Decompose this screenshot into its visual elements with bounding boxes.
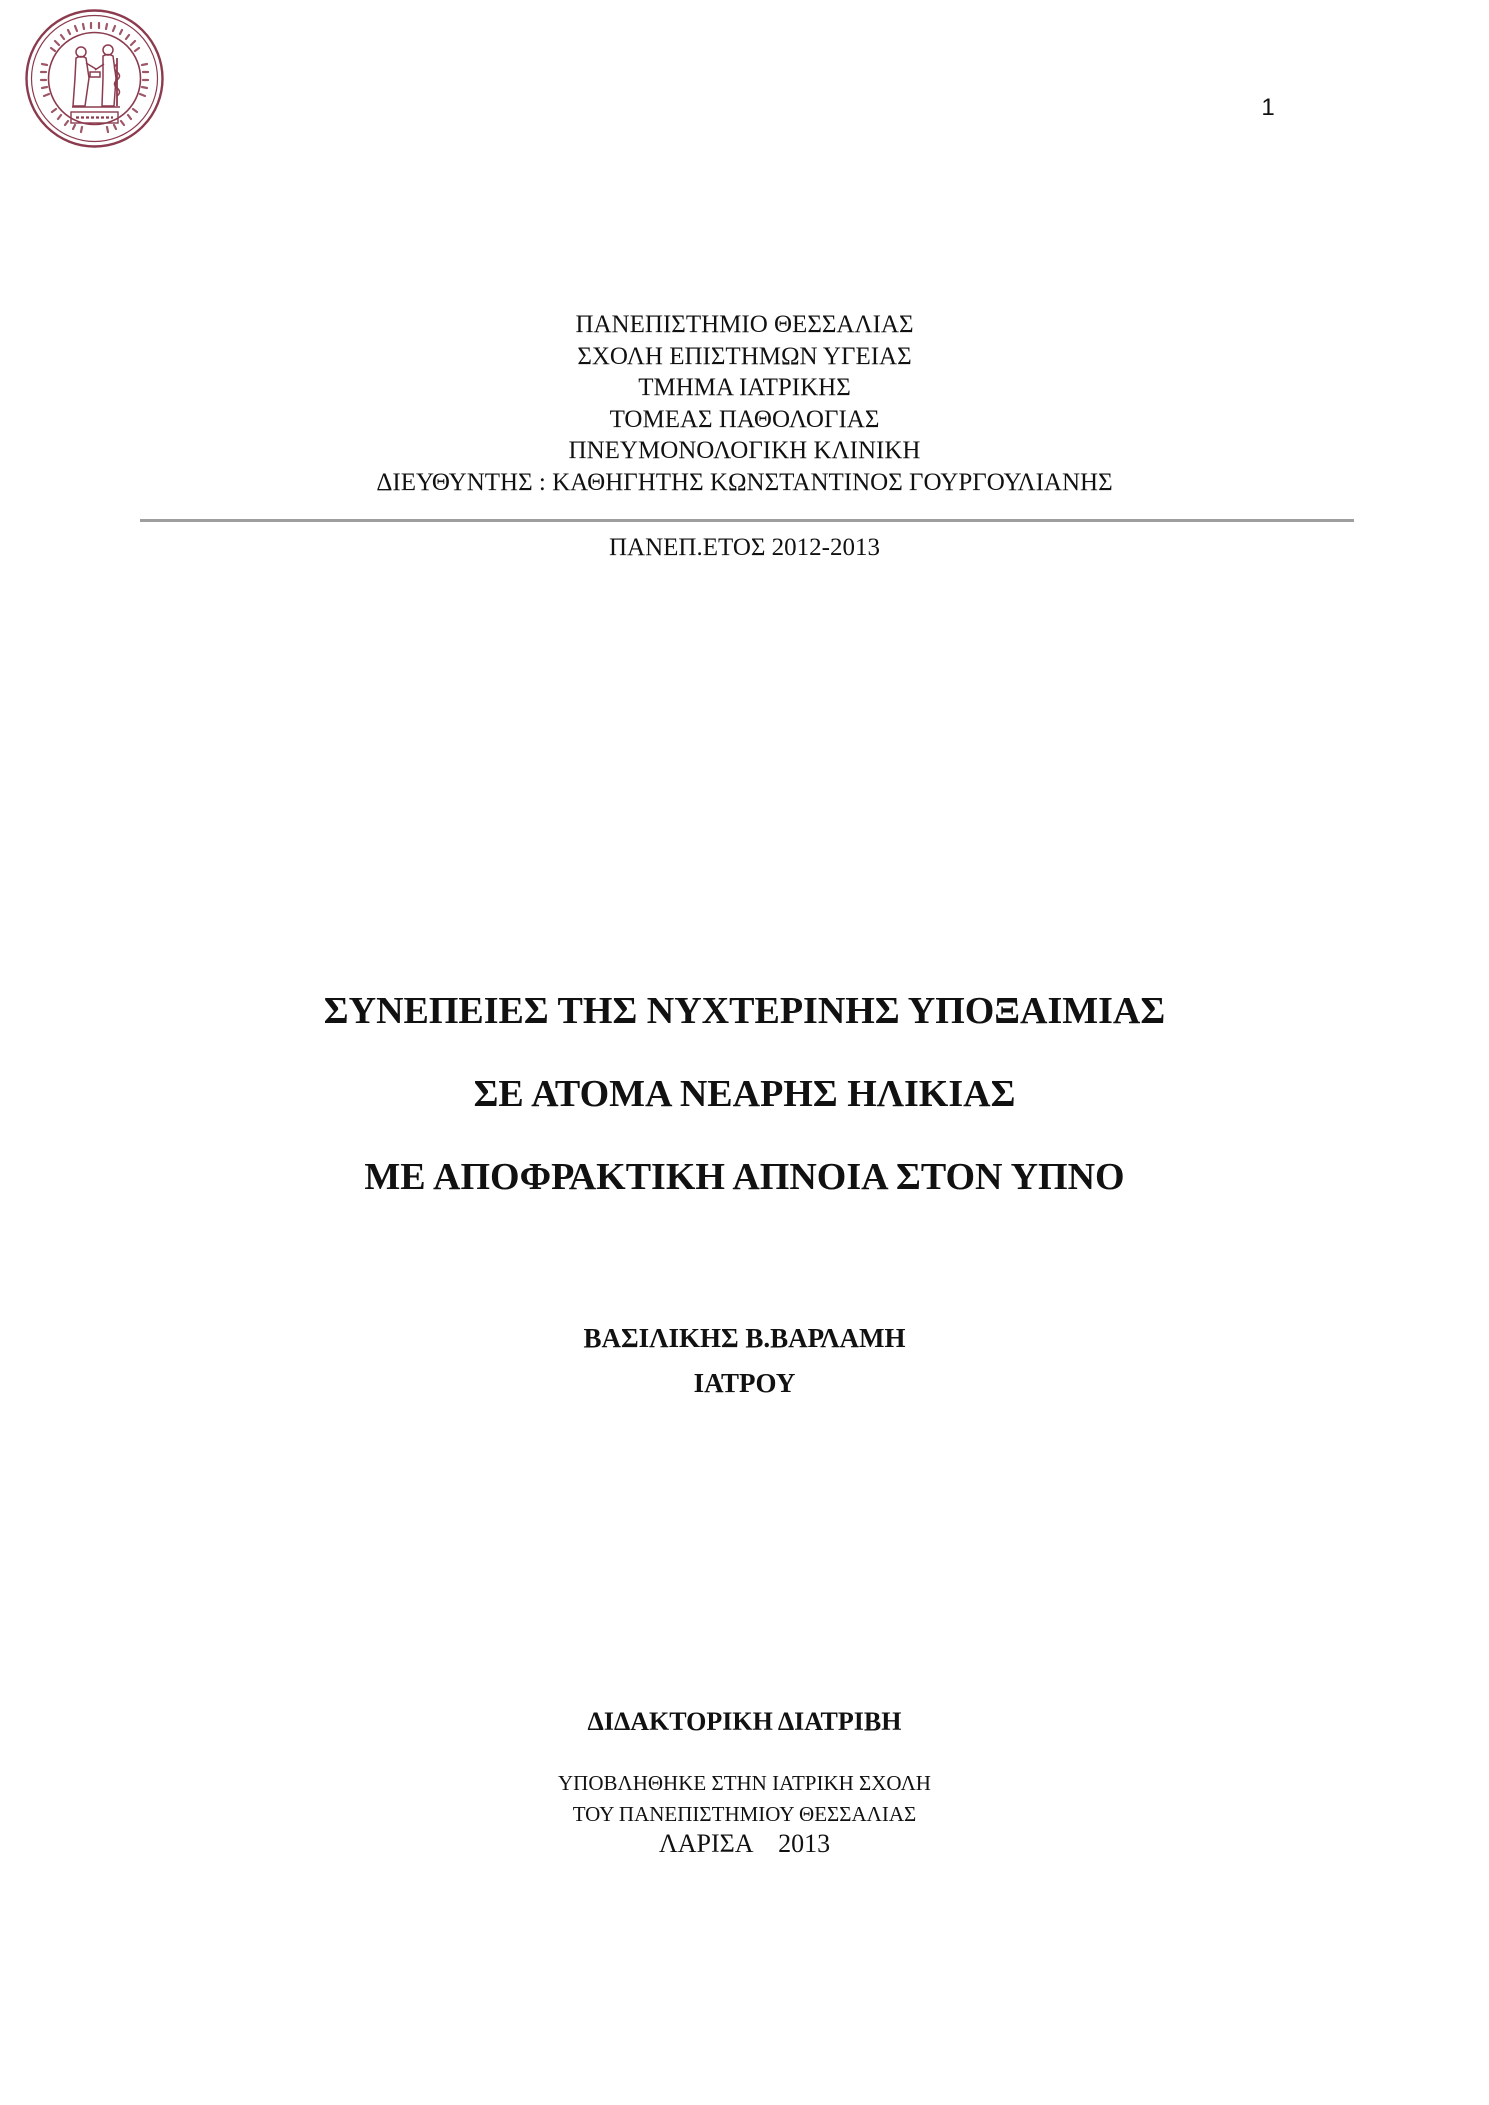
- university-name: ΠΑΝΕΠΙΣΤΗΜΙΟ ΘΕΣΣΑΛΙΑΣ: [575, 311, 914, 338]
- author-block: [0, 1316, 1489, 1406]
- director-line: ΔΙΕΥΘΥΝΤΗΣ : ΚΑΘΗΓΗΤΗΣ ΚΩΝΣΤΑΝΤΙΝΟΣ ΓΟΥΡΓΟΥΛΙΑΝΗΣ: [376, 468, 1113, 496]
- school-name: ΣΧΟΛΗ ΕΠΙΣΤΗΜΩΝ ΥΓΕΙΑΣ: [577, 342, 912, 370]
- place-and-year: ΛΑΡΙΣΑ 2013: [658, 1829, 831, 1858]
- author-profession: ΙΑΤΡΟΥ: [693, 1368, 796, 1398]
- page-number: 1: [1261, 94, 1275, 121]
- thesis-title-line-1: ΣΥΝΕΠΕΙΕΣ ΤΗΣ ΝΥΧΤΕΡΙΝΗΣ ΥΠΟΞΑΙΜΙΑΣ: [323, 990, 1166, 1032]
- department-name: ΤΜΗΜΑ ΙΑΤΡΙΚΗΣ: [638, 374, 851, 402]
- sector-name: ΤΟΜΕΑΣ ΠΑΘΟΛΟΓΙΑΣ: [609, 405, 880, 433]
- thesis-title-line-2: ΣΕ ΑΤΟΜΑ ΝΕΑΡΗΣ ΗΛΙΚΙΑΣ: [473, 1073, 1016, 1115]
- header-divider: [140, 519, 1354, 522]
- submission-line-1: ΥΠΟΒΛΗΘΗΚΕ ΣΤΗΝ ΙΑΤΡΙΚΗ ΣΧΟΛΗ: [558, 1771, 931, 1795]
- author-name: ΒΑΣΙΛΙΚΗΣ Β.ΒΑΡΛΑΜΗ: [583, 1323, 906, 1353]
- submission-note: [0, 1768, 1489, 1830]
- university-seal-icon: [24, 8, 165, 149]
- submission-line-2: ΤΟΥ ΠΑΝΕΠΙΣΤΗΜΙΟΥ ΘΕΣΣΑΛΙΑΣ: [572, 1802, 917, 1826]
- institution-header: [0, 309, 1489, 499]
- thesis-type: ΔΙΔΑΚΤΟΡΙΚΗ ΔΙΑΤΡΙΒΗ: [587, 1707, 902, 1736]
- clinic-name: ΠΝΕΥΜΟΝΟΛΟΓΙΚΗ ΚΛΙΝΙΚΗ: [568, 437, 921, 465]
- academic-year: ΠΑΝΕΠ.ΕΤΟΣ 2012-2013: [608, 534, 880, 561]
- thesis-title: [0, 970, 1489, 1219]
- thesis-title-line-3: ΜΕ ΑΠΟΦΡΑΚΤΙΚΗ ΑΠΝΟΙΑ ΣΤΟΝ ΥΠΝΟ: [364, 1156, 1125, 1198]
